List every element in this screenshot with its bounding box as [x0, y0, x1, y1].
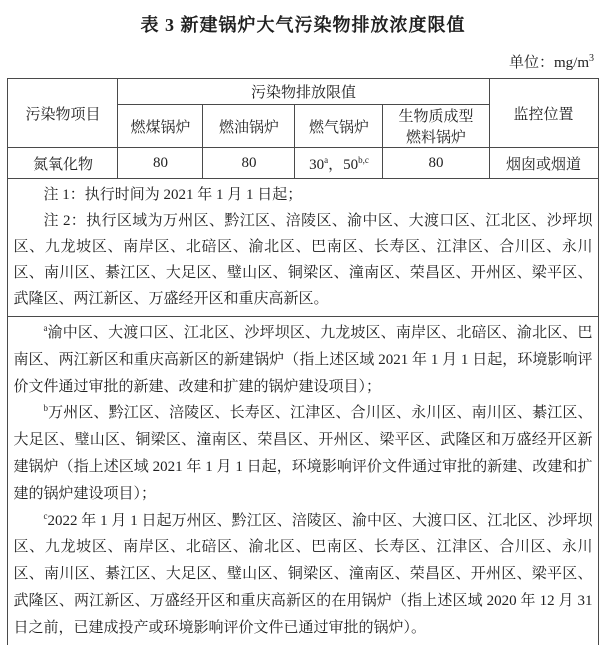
cell-biomass-value: 80 [383, 148, 489, 179]
header-emission-limits-group: 污染物排放限值 [118, 79, 489, 105]
footnote-c [13, 508, 592, 642]
header-biomass-boiler [383, 105, 489, 148]
cell-oil-value: 80 [203, 148, 295, 179]
header-biomass-line2: 燃料锅炉 [405, 130, 466, 146]
footnote-c-marker: c [43, 510, 48, 521]
notes-row [8, 179, 598, 317]
header-monitoring-location: 监控位置 [489, 79, 598, 148]
cell-gas-value [295, 148, 383, 179]
header-pollutant-item: 污染物项目 [8, 79, 118, 148]
cell-monitoring-location: 烟囱或烟道 [489, 148, 598, 179]
footnotes-row [8, 317, 598, 645]
header-biomass-line1: 生物质成型 [398, 109, 474, 125]
footnote-c-text: 2022 年 1 月 1 日起万州区、黔江区、涪陵区、渝中区、大渡口区、江北区、沙坪坝区、九龙坡区、南岸区、北碚区、渝北区、巴南区、长寿区、江津区、合川区、永川区、南川区、綦江区、大足区、璧山区、铜梁区、潼南区、荣昌区、开州区、梁平区、武隆区、两江新区、万盛经开区和重庆高新区的在用锅炉（指上述区域 2020 年 12 月 31 日之前，已建成投产或环境影响评价文件已通过审批的锅炉）。 [13, 512, 593, 636]
header-row-top [8, 79, 598, 105]
data-row-nox [8, 148, 598, 179]
footnote-a-text: 渝中区、大渡口区、江北区、沙坪坝区、九龙坡区、南岸区、北碚区、渝北区、巴南区、两江新区和重庆高新区的新建锅炉（指上述区域 2021 年 1 月 1 日起，环境影响评价文件通过审批的新建、改建和扩建的锅炉建设项目）； [13, 325, 593, 395]
unit-label [0, 51, 606, 74]
note-1: 注 1：执行时间为 2021 年 1 月 1 日起； [43, 187, 303, 203]
gas-value-1: 30 [309, 156, 325, 173]
header-oil-boiler: 燃油锅炉 [203, 105, 295, 148]
gas-superscript-bc: b,c [358, 154, 369, 165]
gas-superscript-a: a [324, 154, 329, 165]
footnote-b-text: 万州区、黔江区、涪陵区、长寿区、江津区、合川区、永川区、南川区、綦江区、大足区、璧山区、铜梁区、潼南区、荣昌区、开州区、梁平区、武隆区和万盛经开区新建锅炉（指上述区域 2021 年 1 月 1 日起，环境影响评价文件通过审批的新建、改建和扩建的锅炉建设项目）； [13, 405, 593, 502]
unit-text: 单位：mg/m [508, 55, 589, 71]
footnote-a [13, 320, 592, 400]
cell-coal-value: 80 [118, 148, 203, 179]
header-gas-boiler: 燃气锅炉 [295, 105, 383, 148]
footnotes-cell [8, 317, 598, 645]
emission-limits-table [7, 78, 598, 645]
footnote-b [13, 400, 592, 507]
gas-value-separator: ， [328, 156, 344, 173]
footnote-a-marker: a [43, 323, 48, 333]
gas-value-2: 50 [343, 156, 359, 173]
note-2: 注 2：执行区域为万州区、黔江区、涪陵区、渝中区、大渡口区、江北区、沙坪坝区、九龙坡区、南岸区、北碚区、渝北区、巴南区、长寿区、江津区、合川区、永川区、南川区、綦江区、大足区、璧山区、铜梁区、潼南区、荣昌区、开州区、梁平区、武隆区、两江新区、万盛经开区和重庆高新区。 [13, 213, 593, 307]
footnote-b-marker: b [43, 403, 48, 414]
header-coal-boiler: 燃煤锅炉 [118, 105, 203, 148]
page-title: 表 3 新建锅炉大气污染物排放浓度限值 [140, 15, 466, 35]
cell-pollutant-name: 氮氧化物 [8, 148, 118, 179]
unit-superscript: 3 [589, 53, 594, 64]
notes-cell [8, 179, 598, 317]
